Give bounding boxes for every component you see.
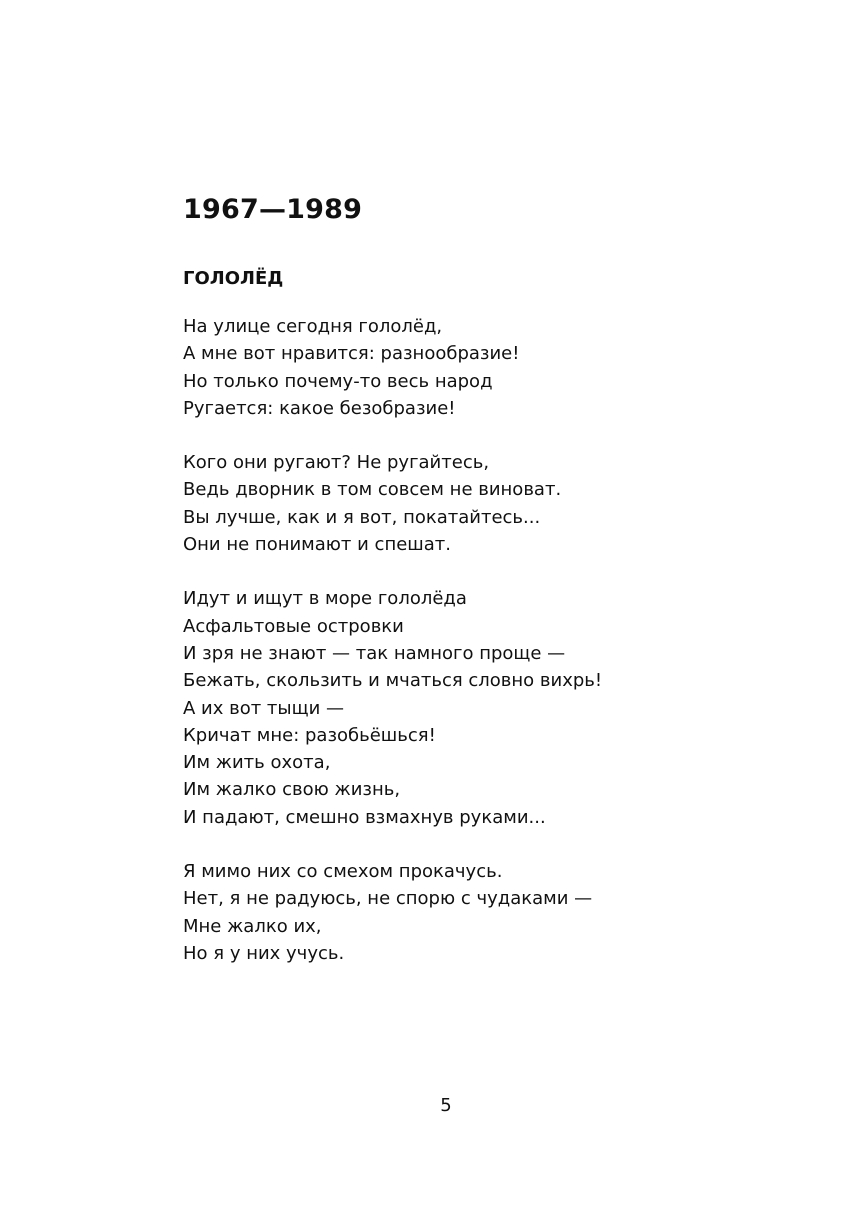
poem-line: Нет, я не радуюсь, не спорю с чудаками — <box>183 888 593 910</box>
poem-line: Им жить охота, <box>183 752 331 774</box>
poem-line: Но только почему-то весь народ <box>183 370 493 392</box>
poem-body <box>183 313 743 994</box>
page-number: 5 <box>440 1095 452 1116</box>
poem-line: И падают, смешно взмахнув руками... <box>183 806 546 828</box>
section-title: 1967—1989 <box>183 194 363 225</box>
poem-line: Я мимо них со смехом прокачусь. <box>183 861 503 883</box>
poem-line: Ведь дворник в том совсем не виноват. <box>183 479 562 501</box>
stanza-3 <box>183 585 743 831</box>
stanza-4 <box>183 858 743 967</box>
poem-line: Асфальтовые островки <box>183 615 404 637</box>
poem-line: Мне жалко их, <box>183 915 322 937</box>
poem-line: Они не понимают и спешат. <box>183 534 452 556</box>
poem-line: И зря не знают — так намного проще — <box>183 642 566 664</box>
poem-line: Кричат мне: разобьёшься! <box>183 724 436 746</box>
poem-line: Им жалко свою жизнь, <box>183 779 401 801</box>
poem-line: Кого они ругают? Не ругайтесь, <box>183 452 490 474</box>
poem-line: Бежать, скользить и мчаться словно вихрь! <box>183 670 603 692</box>
poem-line: Ругается: какое безобразие! <box>183 397 456 419</box>
poem-line: А мне вот нравится: разнообразие! <box>183 343 520 365</box>
poem-line: А их вот тыщи — <box>183 697 345 719</box>
stanza-1 <box>183 313 743 422</box>
poem-line: На улице сегодня гололёд, <box>183 316 443 337</box>
poem-line: Идут и ищут в море гололёда <box>183 588 467 610</box>
stanza-2 <box>183 449 743 558</box>
poem-line: Но я у них учусь. <box>183 942 345 964</box>
poem-title: ГОЛОЛЁД <box>183 268 284 289</box>
poem-line: Вы лучше, как и я вот, покатайтесь... <box>183 506 541 528</box>
